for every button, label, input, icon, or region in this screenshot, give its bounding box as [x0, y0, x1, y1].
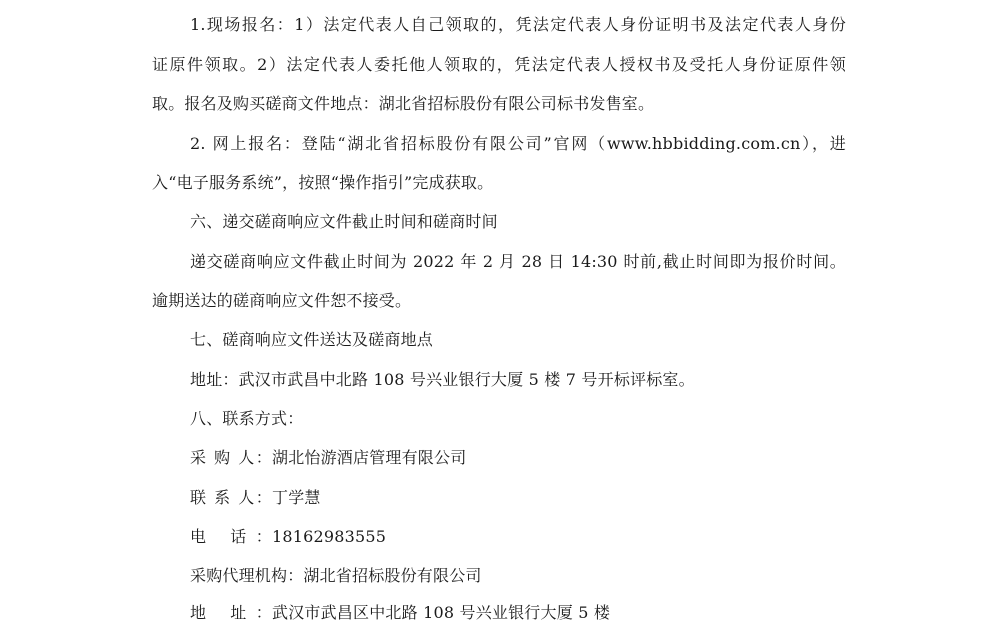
- contact-purchaser: [190, 448, 466, 468]
- onsite-registration-line-2: 证原件领取。2）法定代表人委托他人领取的，凭法定代表人授权书及受托人身份证原件领: [152, 55, 846, 74]
- contact-value: 湖北怡游酒店管理有限公司: [272, 448, 467, 467]
- section-7-heading: 七、磋商响应文件送达及磋商地点: [190, 330, 434, 349]
- section-6-heading: 六、递交磋商响应文件截止时间和磋商时间: [190, 212, 498, 231]
- contact-value: 18162983555: [272, 527, 387, 546]
- deadline-line-2: 逾期送达的磋商响应文件恕不接受。: [152, 291, 412, 310]
- online-registration-line-2: 入“电子服务系统”，按照“操作指引”完成获取。: [152, 173, 494, 192]
- contact-label: 地 址：: [190, 603, 272, 622]
- contact-label: 采购代理机构：: [190, 566, 304, 585]
- contact-value: 湖北省招标股份有限公司: [303, 566, 482, 585]
- venue-address-line: 地址：武汉市武昌中北路 108 号兴业银行大厦 5 楼 7 号开标评标室。: [190, 370, 695, 389]
- contact-value: 武汉市武昌区中北路 108 号兴业银行大厦 5 楼: [272, 603, 611, 622]
- onsite-registration-line-1: 1.现场报名：1）法定代表人自己领取的，凭法定代表人身份证明书及法定代表人身份: [190, 15, 846, 34]
- contact-label: 电 话：: [190, 527, 272, 546]
- contact-agency: [190, 566, 482, 586]
- online-registration-line-1: 2. 网上报名：登陆“湖北省招标股份有限公司”官网（www.hbbidding.com.cn），进: [190, 134, 846, 153]
- contact-value: 丁学慧: [272, 488, 321, 507]
- contact-person: [190, 488, 321, 508]
- onsite-registration-line-3: 取。报名及购买磋商文件地点：湖北省招标股份有限公司标书发售室。: [152, 94, 655, 113]
- contact-phone: [190, 527, 386, 547]
- deadline-line-1: 递交磋商响应文件截止时间为 2022 年 2 月 28 日 14:30 时前,截止时间即为报价时间。: [190, 252, 846, 271]
- contact-label: 采 购 人：: [190, 448, 272, 467]
- contact-address: [190, 603, 610, 623]
- contact-label: 联 系 人：: [190, 488, 272, 507]
- section-8-heading: 八、联系方式：: [190, 409, 304, 428]
